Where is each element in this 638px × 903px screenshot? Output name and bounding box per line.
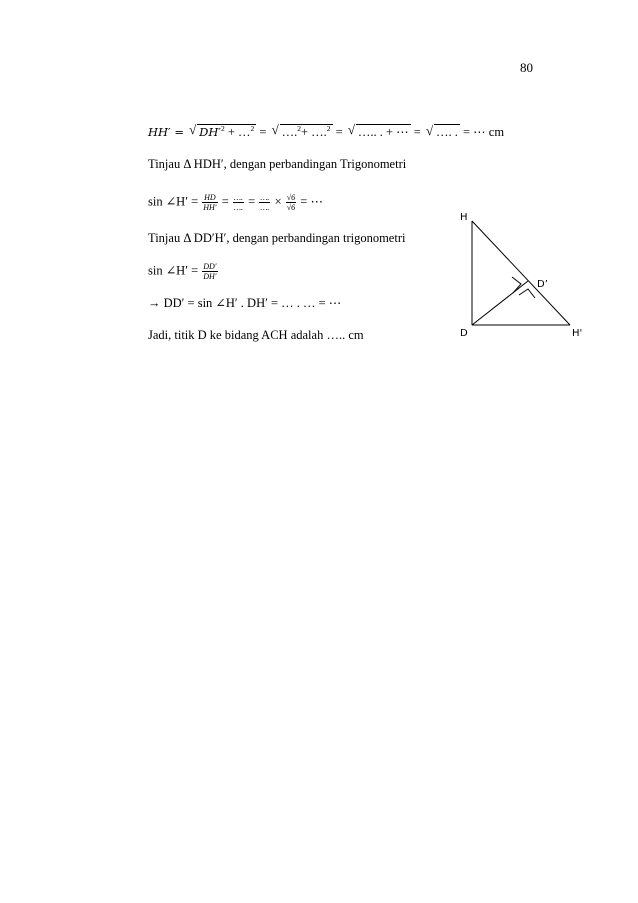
- sqrt-4: [426, 125, 460, 140]
- sqrt-1: [189, 124, 256, 140]
- label-d-prime: D’: [537, 279, 548, 290]
- eq1-eq-c: =: [413, 125, 421, 140]
- frac-blank-1: [233, 193, 244, 212]
- frac-den: ….: [260, 203, 270, 212]
- eq1-t1-exp: 2: [220, 124, 225, 133]
- eq1-t2-exp: 2: [297, 124, 301, 133]
- frac-num: √6: [286, 193, 296, 202]
- equation-sin-ddh: [148, 262, 219, 281]
- conclusion: Jadi, titik D ke bidang ACH adalah ….. cm: [148, 328, 364, 342]
- frac-blank-2: [259, 193, 270, 212]
- equation-sin-hdh: [148, 193, 323, 212]
- eq1-t3: ….. . + ⋯: [357, 125, 409, 140]
- eq1-eq-b: =: [335, 125, 343, 140]
- frac-dd-dh: [202, 262, 217, 281]
- eq1-t1: DH′: [199, 125, 221, 140]
- frac-num: HD: [204, 193, 216, 202]
- equation-hh-prime: [148, 124, 504, 140]
- tinjau-ddh: Tinjau Δ DD′H′, dengan perbandingan trigonometri: [148, 231, 406, 245]
- eq1-t4: …. .: [435, 125, 458, 140]
- label-d: D: [460, 328, 468, 339]
- eq2-times: ×: [274, 194, 282, 209]
- label-h: H: [460, 212, 468, 223]
- eq2-eq-b: =: [248, 194, 256, 209]
- frac-den: DH′: [203, 272, 217, 281]
- eq3-lhs: sin ∠H′ =: [148, 263, 199, 278]
- eq1-t1-tail-exp: 2: [250, 124, 255, 133]
- eq2-tail: = ⋯: [300, 194, 323, 209]
- frac-num: ….: [260, 193, 270, 202]
- frac-den: √6: [286, 203, 296, 212]
- edge-hh-prime: [472, 221, 570, 325]
- page-number: 80: [520, 60, 533, 75]
- eq1-t1-tail: + …: [227, 125, 251, 140]
- eq1-t2: ….: [281, 125, 298, 140]
- altitude-dd-prime: [472, 281, 528, 325]
- label-h-prime: H': [572, 328, 583, 339]
- frac-num: ….: [233, 193, 243, 202]
- eq2-lhs: sin ∠H′ =: [148, 194, 199, 209]
- frac-den: ….: [233, 203, 243, 212]
- eq2-eq-a: =: [221, 194, 229, 209]
- sqrt-3: [348, 124, 411, 140]
- eq1-eq-a: =: [259, 125, 267, 140]
- frac-num: DD′: [203, 262, 217, 271]
- eq1-tail: = ⋯ cm: [462, 125, 505, 140]
- eq1-lhs: HH′ =: [148, 125, 184, 140]
- frac-den: HH′: [203, 203, 217, 212]
- triangle-diagram: [455, 205, 595, 345]
- sqrt-2: [272, 124, 333, 140]
- eq1-t2-mid: + ….: [300, 125, 327, 140]
- eq1-t2-mid-exp: 2: [326, 124, 331, 133]
- right-angle-mark: [519, 289, 535, 298]
- frac-sqrt6: [286, 193, 296, 212]
- equation-dd-prime: → DD′ = sin ∠H′ . DH′ = … . … = ⋯: [148, 296, 342, 310]
- frac-hd-hh: [202, 193, 217, 212]
- tinjau-hdh: Tinjau Δ HDH′, dengan perbandingan Trigonometri: [148, 157, 407, 171]
